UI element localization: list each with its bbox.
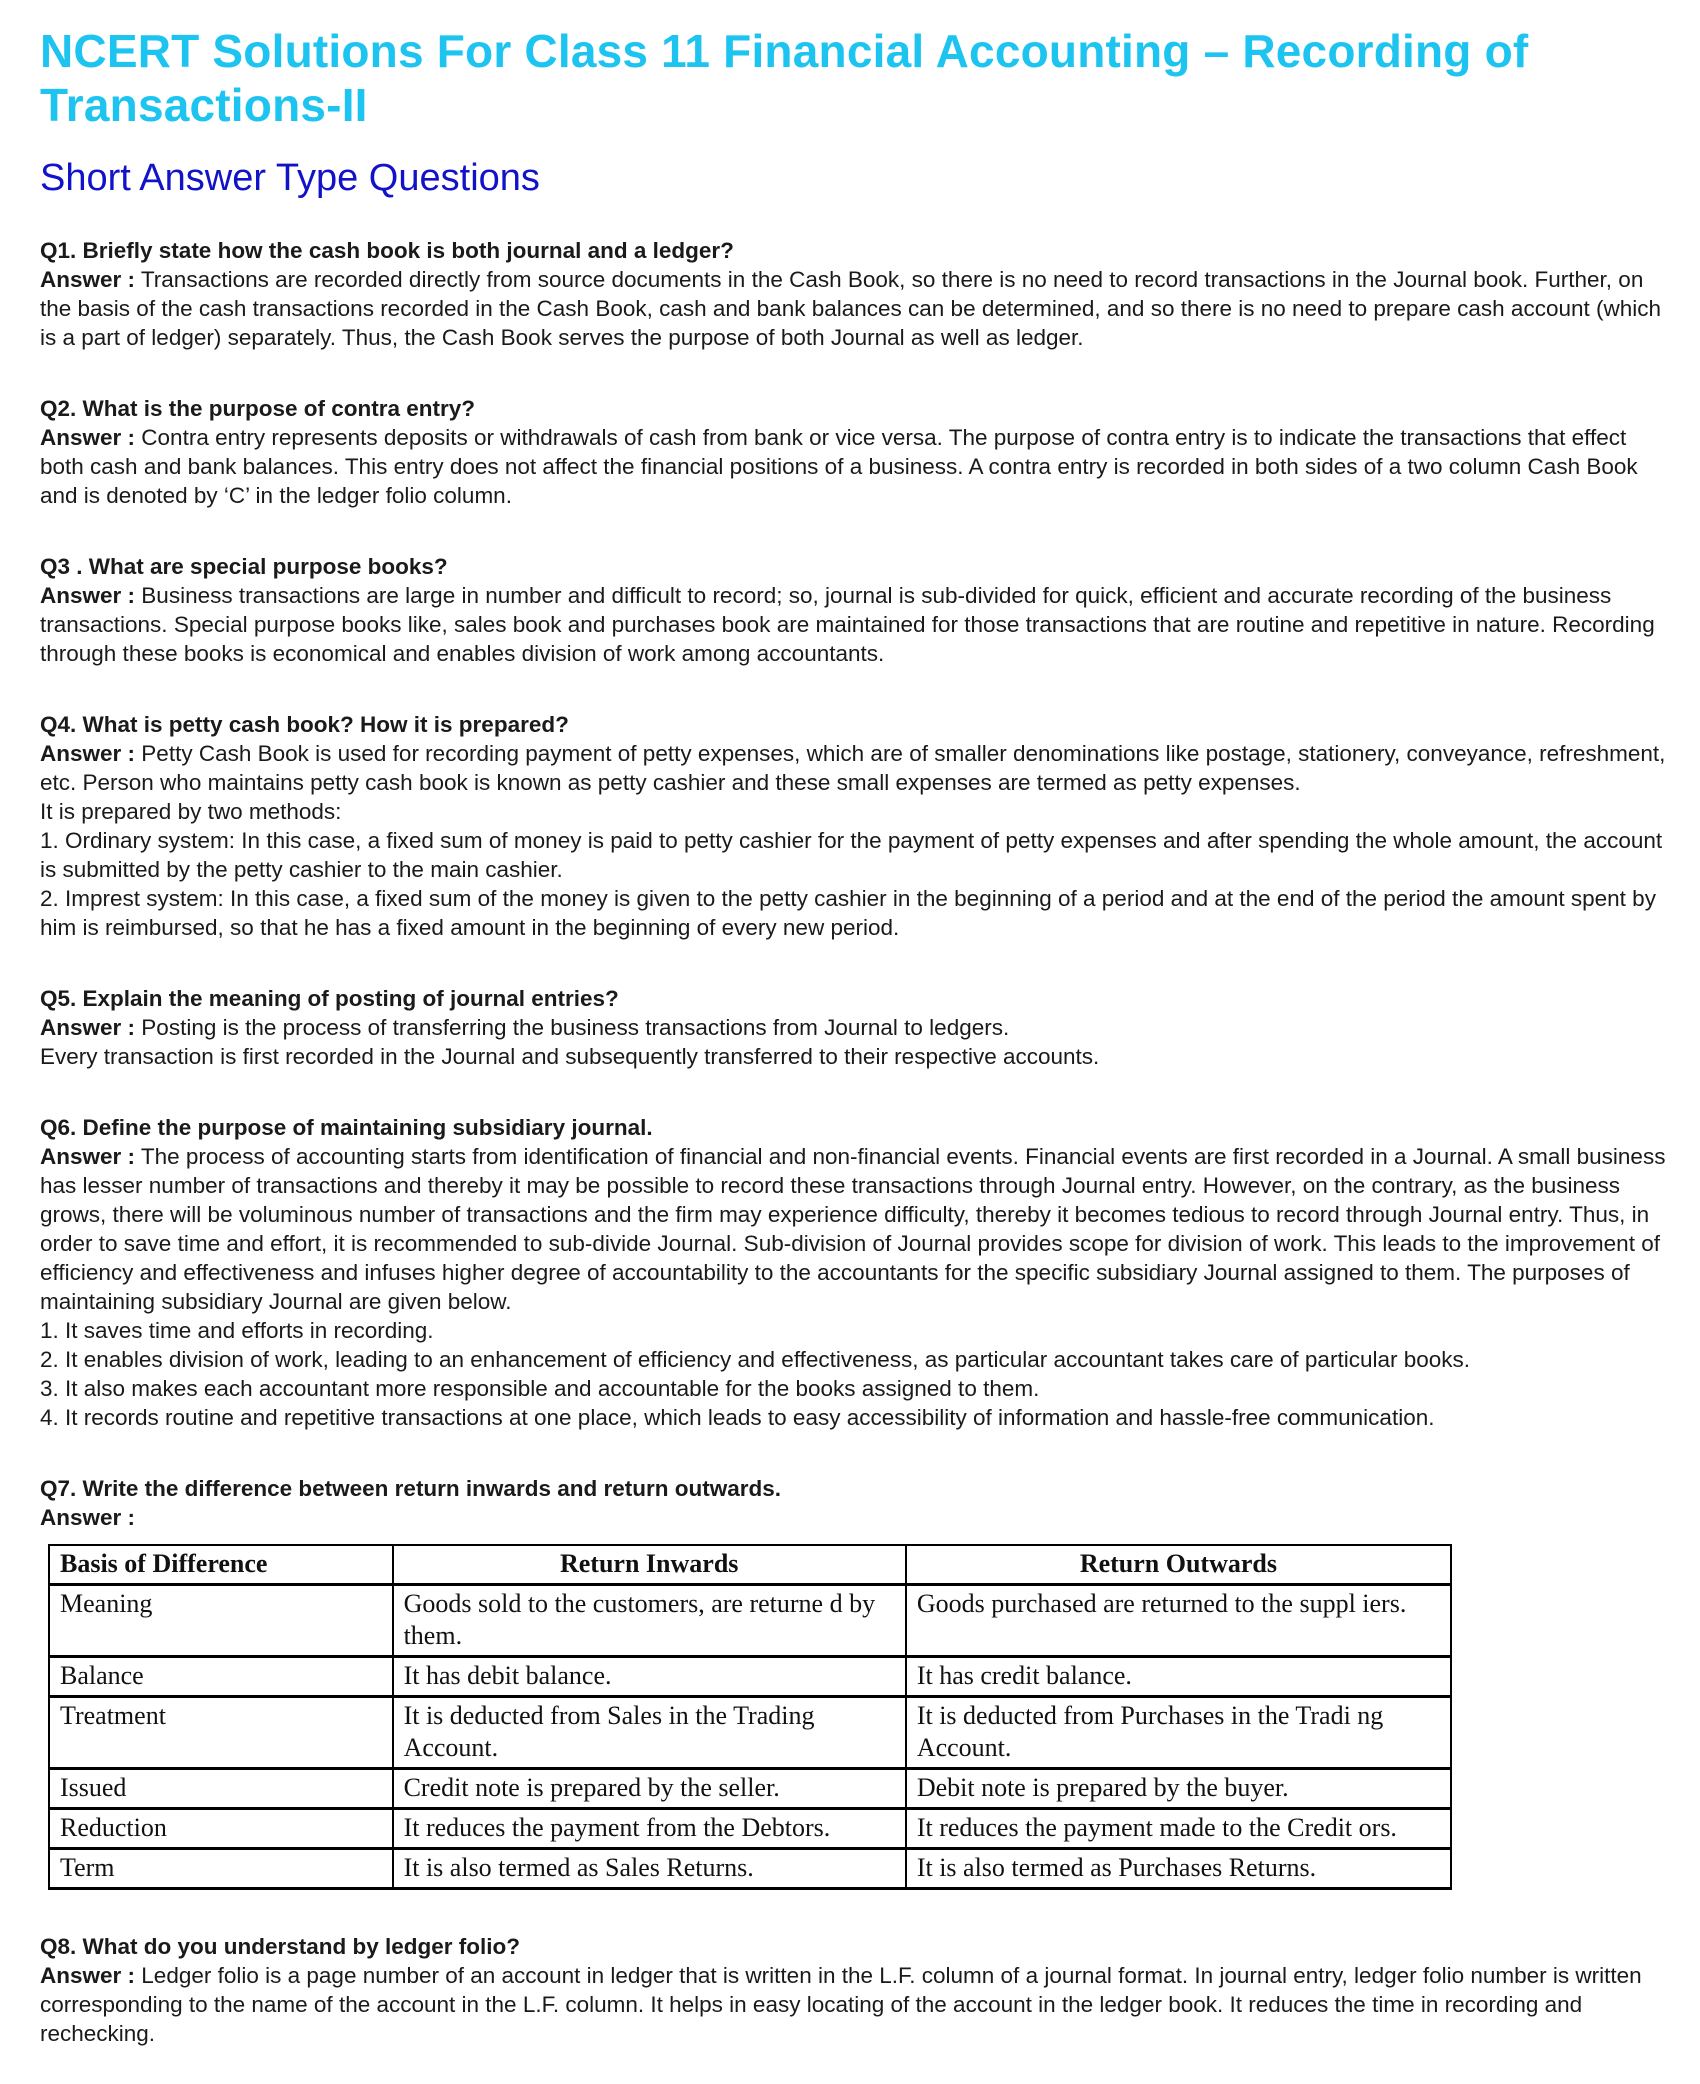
table-cell: Goods purchased are returned to the suppl iers. (906, 1585, 1451, 1657)
answer-line: 3. It also makes each accountant more responsible and accountable for the books assigned to them. (40, 1376, 1040, 1401)
answer-body: Contra entry represents deposits or withdrawals of cash from bank or vice versa. The purpose of contra entry is to indicate the transactions that effect both cash and bank balances. This entry does not affect the financial positions of a business. A contra entry is recorded in both sides of a two column Cash Book and is denoted by ‘C’ in the ledger folio column. (40, 425, 1638, 508)
table-row-label: Meaning (49, 1585, 393, 1657)
answer-label: Answer : (40, 1963, 136, 1988)
question-text: Q1. Briefly state how the cash book is both journal and a ledger? (40, 238, 734, 263)
table-row (49, 1657, 1451, 1697)
answer-body: Ledger folio is a page number of an account in ledger that is written in the L.F. column of a journal format. In journal entry, ledger folio number is written corresponding to the name of the account in the L.F. column. It helps in easy locating of the account in the ledger book. It reduces the time in recording and rechecking. (40, 1963, 1642, 2046)
table-cell: It reduces the payment from the Debtors. (393, 1809, 906, 1849)
table-cell: It is also termed as Purchases Returns. (906, 1849, 1451, 1889)
answer-text (40, 423, 1670, 510)
answer-line: 1. It saves time and efforts in recording. (40, 1318, 434, 1343)
difference-table (48, 1544, 1452, 1890)
answer-text (40, 265, 1670, 352)
table-row (49, 1769, 1451, 1809)
answer-text (40, 1013, 1670, 1042)
table-cell: Credit note is prepared by the seller. (393, 1769, 906, 1809)
table-header-row (49, 1545, 1451, 1585)
answer-label: Answer : (40, 1015, 136, 1040)
table-header-cell: Return Outwards (906, 1545, 1451, 1585)
table-row (49, 1809, 1451, 1849)
question-text: Q7. Write the difference between return inwards and return outwards. (40, 1476, 781, 1501)
answer-body: Posting is the process of transferring the business transactions from Journal to ledgers. (141, 1015, 1010, 1040)
question-block-q3 (40, 552, 1670, 668)
table-row (49, 1697, 1451, 1769)
table-cell: It reduces the payment made to the Credit ors. (906, 1809, 1451, 1849)
answer-label: Answer : (40, 425, 136, 450)
question-block-q2 (40, 394, 1670, 510)
answer-text (40, 1142, 1670, 1316)
answer-label: Answer : (40, 1144, 136, 1169)
answer-text (40, 739, 1670, 797)
question-text: Q4. What is petty cash book? How it is prepared? (40, 712, 569, 737)
table-row (49, 1849, 1451, 1889)
answer-text (40, 581, 1670, 668)
answer-line: It is prepared by two methods: (40, 799, 342, 824)
question-text: Q8. What do you understand by ledger folio? (40, 1934, 521, 1959)
answer-label: Answer : (40, 267, 136, 292)
table-cell: It has credit balance. (906, 1657, 1451, 1697)
question-block-q7 (40, 1474, 1670, 1890)
question-text: Q2. What is the purpose of contra entry? (40, 396, 476, 421)
table-cell: It is deducted from Purchases in the Tradi ng Account. (906, 1697, 1451, 1769)
answer-text (40, 1503, 1670, 1532)
table-cell: Debit note is prepared by the buyer. (906, 1769, 1451, 1809)
question-block-q4 (40, 710, 1670, 942)
question-block-q8 (40, 1932, 1670, 2048)
page-title: NCERT Solutions For Class 11 Financial Accounting – Recording of Transactions-II (40, 25, 1529, 131)
answer-line: Every transaction is first recorded in the Journal and subsequently transferred to their respective accounts. (40, 1044, 1100, 1069)
answer-text (40, 1961, 1670, 2048)
question-block-q1 (40, 236, 1670, 352)
section-heading: Short Answer Type Questions (40, 157, 540, 199)
question-block-q5 (40, 984, 1670, 1071)
table-cell: Goods sold to the customers, are returne d by them. (393, 1585, 906, 1657)
table-cell: It is deducted from Sales in the Trading Account. (393, 1697, 906, 1769)
answer-label: Answer : (40, 1505, 136, 1530)
table-row-label: Term (49, 1849, 393, 1889)
table-row-label: Reduction (49, 1809, 393, 1849)
answer-line: 2. Imprest system: In this case, a fixed sum of the money is given to the petty cashier in the beginning of a period and at the end of the period the amount spent by him is reimbursed, so that he has a fixed amount in the beginning of every new period. (40, 886, 1656, 940)
answer-line: 1. Ordinary system: In this case, a fixed sum of money is paid to petty cashier for the payment of petty expenses and after spending the whole amount, the account is submitted by the petty cashier to the main cashier. (40, 828, 1663, 882)
answer-body: The process of accounting starts from identification of financial and non-financial events. Financial events are first recorded in a Journal. A small business has lesser number of transactions and thereby it may be possible to record these transactions through Journal entry. However, on the contrary, as the business grows, there will be voluminous number of transactions and the firm may experience difficulty, thereby it becomes tedious to record through Journal entry. Thus, in order to save time and effort, it is recommended to sub-divide Journal. Sub-division of Journal provides scope for division of work. This leads to the improvement of efficiency and effectiveness and infuses higher degree of accountability to the accountants for the specific subsidiary Journal assigned to them. The purposes of maintaining subsidiary Journal are given below. (40, 1144, 1666, 1314)
table-body (49, 1585, 1451, 1889)
answer-label: Answer : (40, 741, 136, 766)
table-row-label: Balance (49, 1657, 393, 1697)
answer-body: Business transactions are large in number and difficult to record; so, journal is sub-divided for quick, efficient and accurate recording of the business transactions. Special purpose books like, sales book and purchases book are maintained for those transactions that are routine and repetitive in nature. Recording through these books is economical and enables division of work among accountants. (40, 583, 1655, 666)
answer-label: Answer : (40, 583, 136, 608)
question-block-q6 (40, 1113, 1670, 1432)
table-header-cell: Return Inwards (393, 1545, 906, 1585)
answer-line: 4. It records routine and repetitive transactions at one place, which leads to easy accessibility of information and hassle-free communication. (40, 1405, 1435, 1430)
table-cell: It is also termed as Sales Returns. (393, 1849, 906, 1889)
table-row-label: Issued (49, 1769, 393, 1809)
answer-line: 2. It enables division of work, leading to an enhancement of efficiency and effectiveness, as particular accountant takes care of particular books. (40, 1347, 1471, 1372)
question-text: Q5. Explain the meaning of posting of journal entries? (40, 986, 619, 1011)
answer-body: Transactions are recorded directly from source documents in the Cash Book, so there is no need to record transactions in the Journal book. Further, on the basis of the cash transactions recorded in the Cash Book, cash and bank balances can be determined, and so there is no need to prepare cash account (which is a part of ledger) separately. Thus, the Cash Book serves the purpose of both Journal as well as ledger. (40, 267, 1661, 350)
document-page (40, 24, 1670, 2048)
answer-body: Petty Cash Book is used for recording payment of petty expenses, which are of smaller denominations like postage, stationery, conveyance, refreshment, etc. Person who maintains petty cash book is known as petty cashier and these small expenses are termed as petty expenses. (40, 741, 1666, 795)
question-list (40, 236, 1670, 1432)
table-row-label: Treatment (49, 1697, 393, 1769)
table-header-cell: Basis of Difference (49, 1545, 393, 1585)
question-text: Q3 . What are special purpose books? (40, 554, 448, 579)
question-text: Q6. Define the purpose of maintaining subsidiary journal. (40, 1115, 653, 1140)
table-cell: It has debit balance. (393, 1657, 906, 1697)
table-row (49, 1585, 1451, 1657)
